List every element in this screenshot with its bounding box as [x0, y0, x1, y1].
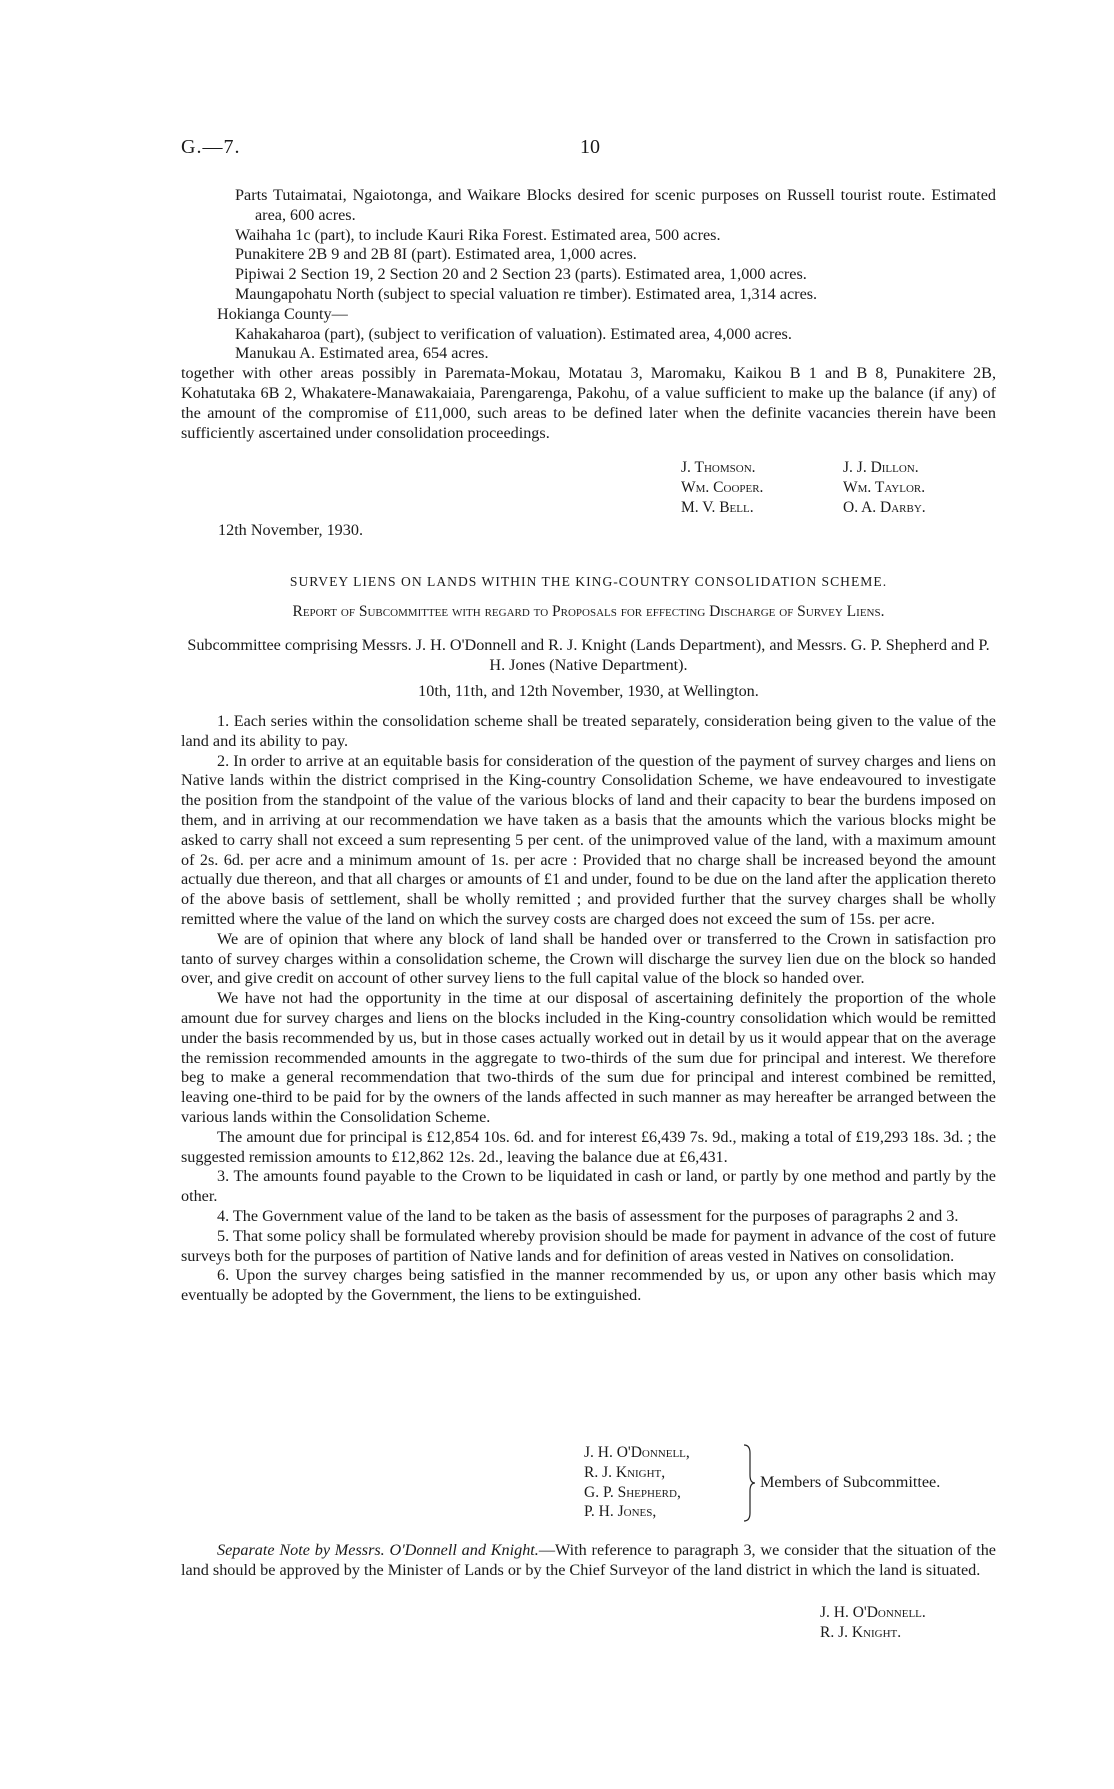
member-name: G. P. Shepherd, — [584, 1483, 681, 1501]
dates-line: 10th, 11th, and 12th November, 1930, at Wellington. — [418, 682, 759, 700]
list-item: Kahakaharoa (part), (subject to verification of valuation). Estimated area, 4,000 acres. — [235, 324, 792, 343]
section-subtitle: Report of Subcommittee with regard to Proposals for effecting Discharge of Survey Liens. — [292, 603, 885, 620]
members-list — [584, 1443, 690, 1522]
paragraph: 3. The amounts found payable to the Crown to be liquidated in cash or land, or partly by one method and partly by the other. — [181, 1167, 996, 1206]
signatures-right — [843, 458, 926, 517]
paragraph: 4. The Government value of the land to be taken as the basis of assessment for the purposes of paragraphs 2 and 3. — [217, 1206, 959, 1225]
signature: Wm. Taylor. — [843, 478, 926, 496]
subcommittee-line: Subcommittee comprising Messrs. J. H. O'Donnell and R. J. Knight (Lands Department), and Messrs. G. P. Shepherd and P. H. Jones (Native Department). — [187, 636, 990, 674]
list-item: Manukau A. Estimated area, 654 acres. — [235, 344, 489, 363]
signature: J. Thomson. — [681, 459, 756, 476]
signature: M. V. Bell. — [681, 498, 754, 516]
date-line: 12th November, 1930. — [218, 521, 364, 539]
member-name: R. J. Knight, — [584, 1463, 666, 1481]
document-reference: G.—7. — [181, 136, 241, 158]
member-name: J. H. O'Donnell, — [584, 1444, 690, 1461]
paragraph: We have not had the opportunity in the time at our disposal of ascertaining definitely the proportion of the whole amount due for survey charges and liens on the blocks included in the King-country consolidation which would be remitted under the basis recommended by us, but in those cases actually worked out in detail by us it would appear that on the average the remission recommended amounts in the aggregate to two-thirds of the sum due for principal and interest. We therefore beg to make a general recommendation that two-thirds of the sum due for principal and interest combined be remitted, leaving one-third to be paid for by the owners of the lands affected in such manner as may hereafter be arranged between the various lands within the Consolidation Scheme. — [181, 989, 996, 1126]
paragraph: 6. Upon the survey charges being satisfied in the manner recommended by us, or upon any other basis which may eventually be adopted by the Government, the liens to be extinguished. — [181, 1266, 996, 1305]
page-number: 10 — [580, 136, 600, 158]
section-title: SURVEY LIENS ON LANDS WITHIN THE KING-COUNTRY CONSOLIDATION SCHEME. — [289, 574, 888, 589]
report-body — [181, 712, 996, 1306]
signatures-left — [681, 458, 763, 517]
list-item: Punakitere 2B 9 and 2B 8I (part). Estimated area, 1,000 acres. — [235, 245, 637, 264]
together-paragraph: together with other areas possibly in Paremata-Mokau, Motatau 3, Maromaku, Kaikou B 1 and B 8, Punakitere 2B, Kohatutaka 6B 2, Whakatere-Manawakaiaia, Parengarenga, Pakohu, of a value sufficient to make up the balance (if any) of the amount of the compromise of £11,000, such areas to be defined later when the definite vacancies therein have been sufficiently ascertained under consolidation proceedings. — [181, 364, 996, 442]
county-heading: Hokianga County— — [217, 304, 348, 323]
signature: Wm. Cooper. — [681, 478, 764, 496]
paragraph: 2. In order to arrive at an equitable basis for consideration of the question of the payment of survey charges and liens on Native lands within the district comprised in the King-country Consolidation Scheme, we have endeavoured to investigate the position from the standpoint of the value of the various blocks of land and their capacity to bear the burdens imposed on them, and in arriving at our recommendation we have taken as a basis that the amounts which the various blocks might be asked to carry shall not exceed a sum representing 5 per cent. of the unimproved value of the land, with a maximum amount of 2s. 6d. per acre and a minimum amount of 1s. per acre : Provided that no charge shall be increased beyond the amount actually due thereon, and that all charges or amounts of £1 and under, found to be due on the land after the application thereto of the above basis of settlement, shall be wholly remitted ; and provided further that the survey charges shall be wholly remitted where the value of the land on which the survey costs are charged does not exceed the sum of 15s. per acre. — [181, 751, 996, 928]
list-item: Maungapohatu North (subject to special valuation re timber). Estimated area, 1,314 acres. — [235, 284, 818, 303]
list-item: Pipiwai 2 Section 19, 2 Section 20 and 2 Section 23 (parts). Estimated area, 1,000 acres. — [235, 265, 807, 284]
paragraph: 5. That some policy shall be formulated whereby provision should be made for payment in advance of the cost of future surveys both for the purposes of partition of Native lands and for definition of areas vested in Natives on consolidation. — [181, 1226, 996, 1265]
final-signatures — [820, 1603, 926, 1643]
member-name: P. H. Jones, — [584, 1503, 657, 1521]
separate-note-label: Separate Note by Messrs. O'Donnell and Knight. — [217, 1541, 539, 1559]
blocks-list — [181, 186, 996, 443]
separate-note-paragraph — [181, 1541, 996, 1581]
paragraph: 1. Each series within the consolidation scheme shall be treated separately, consideration being given to the value of the land and its ability to pay. — [181, 712, 996, 750]
paragraph: The amount due for principal is £12,854 10s. 6d. and for interest £6,439 7s. 9d., making a total of £19,293 18s. 3d. ; the suggested remission amounts to £12,862 12s. 2d., leaving the balance due at £6,431. — [181, 1127, 996, 1166]
brace-icon — [742, 1443, 756, 1523]
signature: J. H. O'Donnell. — [820, 1604, 926, 1621]
list-item: Parts Tutaimatai, Ngaiotonga, and Waikare Blocks desired for scenic purposes on Russell tourist route. Estimated area, 600 acres. — [235, 186, 996, 224]
separate-note-text: —With reference to paragraph 3, we consider that the situation of the land should be approved by the Minister of Lands or by the Chief Surveyor of the land district in which the land is situated. — [181, 1541, 996, 1579]
list-item: Waihaha 1c (part), to include Kauri Rika Forest. Estimated area, 500 acres. — [235, 225, 721, 244]
separate-note — [181, 1541, 996, 1581]
members-label: Members of Subcommittee. — [760, 1473, 941, 1491]
signature: O. A. Darby. — [843, 498, 926, 516]
paragraph: We are of opinion that where any block of land shall be handed over or transferred to the Crown in satisfaction pro tanto of survey charges within a consolidation scheme, the Crown will discharge the survey lien due on the block so handed over, and give credit on account of other survey liens to the full capital value of the block so handed over. — [181, 929, 996, 988]
signature: J. J. Dillon. — [843, 459, 919, 476]
signature: R. J. Knight. — [820, 1623, 902, 1641]
